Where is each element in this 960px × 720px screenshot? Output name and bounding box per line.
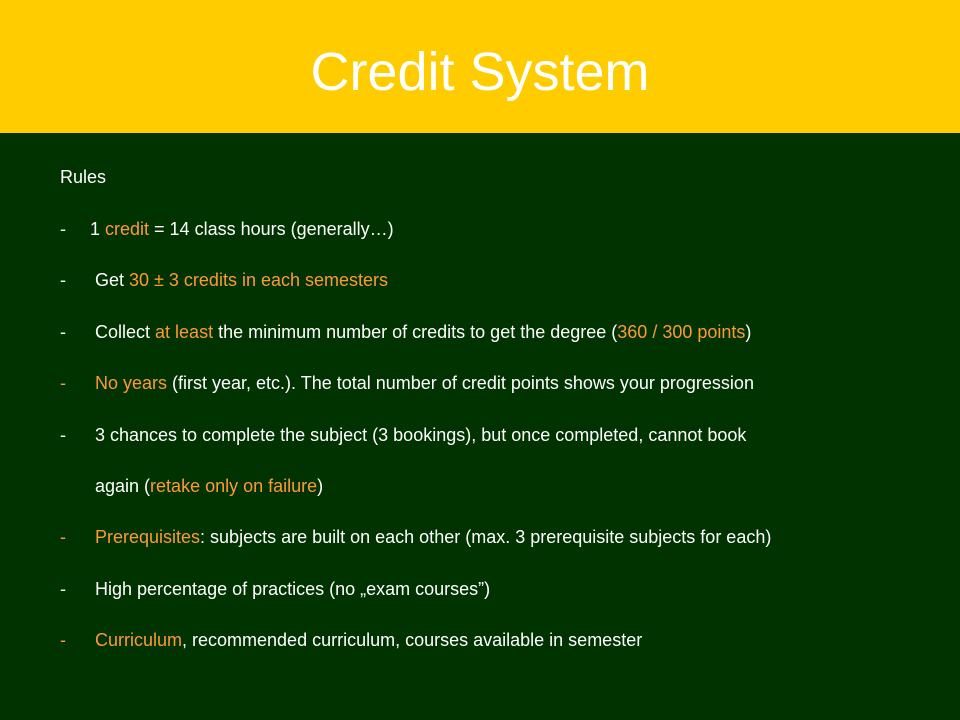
bullet-dash: - <box>60 219 66 239</box>
bullet-text: Prerequisites: subjects are built on each other (max. 3 prerequisite subjects for each) <box>95 527 772 547</box>
bullet-dash: - <box>60 425 66 445</box>
bullet-dash: - <box>60 527 66 547</box>
title-bar <box>0 0 960 133</box>
bullet-dash: - <box>60 322 66 342</box>
bullet-dash: - <box>60 373 66 393</box>
bullet-text: Get 30 ± 3 credits in each semesters <box>95 270 389 290</box>
bullet-text: 1 credit = 14 class hours (generally…) <box>90 219 394 239</box>
bullet-dash: - <box>60 270 66 290</box>
bullet-text: Collect at least the minimum number of credits to get the degree (360 / 300 points) <box>95 322 752 342</box>
slide-title: Credit System <box>310 42 650 102</box>
rules-heading: Rules <box>60 167 107 187</box>
bullet-dash: - <box>60 630 66 650</box>
bullet-text: 3 chances to complete the subject (3 bookings), but once completed, cannot book <box>95 425 747 445</box>
bullet-text: Curriculum, recommended curriculum, courses available in semester <box>95 630 643 650</box>
bullet-text: No years (first year, etc.). The total number of credit points shows your progression <box>95 373 754 393</box>
bullet-text: again (retake only on failure) <box>95 476 324 496</box>
bullet-text: High percentage of practices (no „exam courses”) <box>95 579 491 599</box>
bullet-dash: - <box>60 579 66 599</box>
